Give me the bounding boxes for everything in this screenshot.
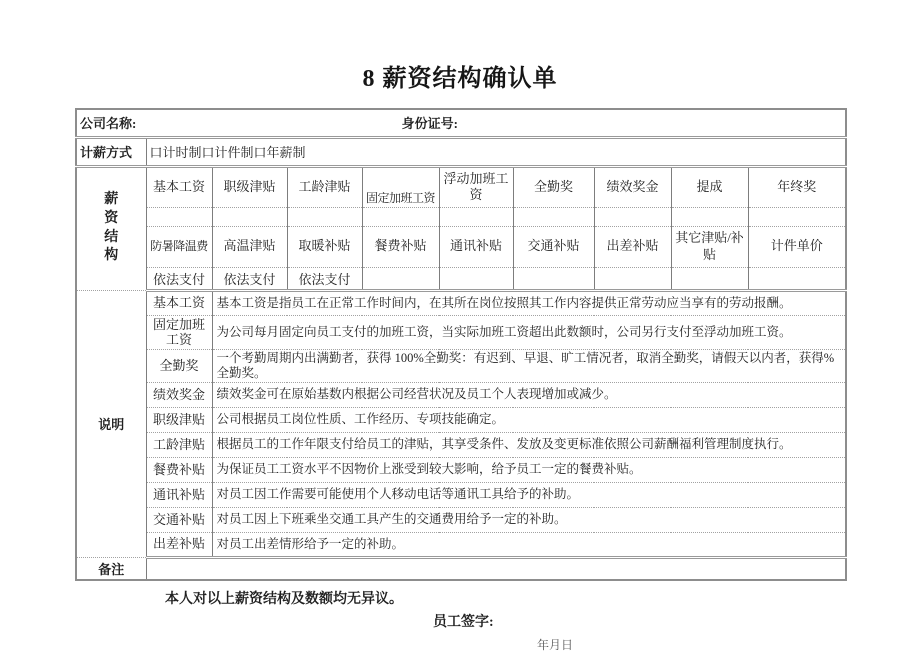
- agreement-statement: 本人对以上薪资结构及数额均无异议。: [165, 591, 403, 607]
- explanation-term: 全勤奖: [146, 349, 212, 382]
- explanation-row: [76, 349, 846, 382]
- explanation-desc: 基本工资是指员工在正常工作时间内，在其所在岗位按照其工作内容提供正常劳动应当享有的劳动报酬。: [212, 290, 846, 315]
- explanation-row: [76, 532, 846, 557]
- salary-value-cell: [671, 267, 748, 290]
- explanation-row: [76, 482, 846, 507]
- remarks-row: [76, 557, 846, 580]
- salary-value-cell: [439, 207, 513, 226]
- explanation-row: [76, 290, 846, 315]
- company-id-row: [76, 109, 846, 137]
- explanation-desc: 一个考勤周期内出满勤者，获得 100%全勤奖：有迟到、早退、旷工情况者，取消全勤奖，请假天以内者，获得%全勤奖。: [212, 349, 846, 382]
- salary-value-cell: [748, 267, 846, 290]
- pay-method-options: 口计时制口计件制口年薪制: [146, 137, 846, 166]
- salary-value-cell: [362, 207, 439, 226]
- company-id-cell: [76, 109, 846, 137]
- explanation-label: 说明: [98, 417, 125, 433]
- page-title: 8 薪资结构确认单: [362, 66, 558, 92]
- salary-value-cell: [594, 207, 671, 226]
- salary-header-row-2: [76, 226, 846, 267]
- salary-structure-label: 薪资结构: [104, 191, 119, 264]
- date-label: 年月日: [537, 637, 574, 651]
- header-meal-subsidy: 餐费补贴: [362, 226, 439, 267]
- salary-value-cell: [362, 267, 439, 290]
- salary-form-table: [75, 108, 847, 581]
- explanation-term: 出差补贴: [146, 532, 212, 557]
- explanation-term: 基本工资: [146, 290, 212, 315]
- header-commission: 提成: [671, 166, 748, 207]
- explanation-desc: 绩效奖金可在原始基数内根据公司经营状况及员工个人表现增加或减少。: [212, 382, 846, 407]
- explanation-term: 餐费补贴: [146, 457, 212, 482]
- salary-value-row-2: [76, 267, 846, 290]
- salary-value-cell: [671, 207, 748, 226]
- salary-value-cell: [212, 207, 287, 226]
- explanation-term: 职级津贴: [146, 407, 212, 432]
- header-high-temp-allowance: 高温津贴: [212, 226, 287, 267]
- explanation-term: 工龄津贴: [146, 432, 212, 457]
- header-transport-subsidy: 交通补贴: [513, 226, 594, 267]
- header-travel-subsidy: 出差补贴: [594, 226, 671, 267]
- explanation-row: [76, 507, 846, 532]
- salary-value-row-1: [76, 207, 846, 226]
- header-heating-subsidy: 取暖补贴: [287, 226, 362, 267]
- header-year-end-bonus: 年终奖: [748, 166, 846, 207]
- explanation-desc: 根据员工的工作年限支付给员工的津贴，其享受条件、发放及变更标准依照公司薪酬福利管理制度执行。: [212, 432, 846, 457]
- header-performance-bonus: 绩效奖金: [594, 166, 671, 207]
- salary-value-cell: 依法支付: [287, 267, 362, 290]
- salary-value-cell: [594, 267, 671, 290]
- company-name-label: 公司名称:: [80, 116, 137, 132]
- explanation-desc: 为公司每月固定向员工支付的加班工资，当实际加班工资超出此数额时，公司另行支付至浮动加班工资。: [212, 315, 846, 349]
- remarks-label: 备注: [76, 557, 146, 580]
- header-seniority-allowance: 工龄津贴: [287, 166, 362, 207]
- explanation-desc: 公司根据员工岗位性质、工作经历、专项技能确定。: [212, 407, 846, 432]
- salary-value-cell: [439, 267, 513, 290]
- explanation-desc: 为保证员工工资水平不因物价上涨受到较大影响，给予员工一定的餐费补贴。: [212, 457, 846, 482]
- header-piece-rate: 计件单价: [748, 226, 846, 267]
- header-heatstroke-fee: 防暑降温费: [146, 226, 212, 267]
- explanation-term: 绩效奖金: [146, 382, 212, 407]
- salary-value-cell: 依法支付: [212, 267, 287, 290]
- explanation-row: [76, 407, 846, 432]
- explanation-label-cell: [76, 290, 146, 557]
- salary-value-cell: [748, 207, 846, 226]
- id-number-label: 身份证号:: [401, 116, 458, 132]
- explanation-row: [76, 432, 846, 457]
- salary-header-row-1: [76, 166, 846, 207]
- explanation-row: [76, 315, 846, 349]
- explanation-term: 固定加班工资: [146, 315, 212, 349]
- header-attendance-bonus: 全勤奖: [513, 166, 594, 207]
- explanation-term: 交通补贴: [146, 507, 212, 532]
- salary-value-cell: [513, 267, 594, 290]
- explanation-row: [76, 457, 846, 482]
- salary-value-cell: 依法支付: [146, 267, 212, 290]
- salary-structure-label-cell: [76, 166, 146, 290]
- explanation-term: 通讯补贴: [146, 482, 212, 507]
- pay-method-label: 计薪方式: [76, 137, 146, 166]
- header-fixed-overtime: 固定加班工资: [362, 166, 439, 207]
- header-floating-overtime: 浮动加班工资: [439, 166, 513, 207]
- explanation-desc: 对员工因工作需要可能使用个人移动电话等通讯工具给予的补助。: [212, 482, 846, 507]
- salary-value-cell: [146, 207, 212, 226]
- salary-value-cell: [287, 207, 362, 226]
- pay-method-row: [76, 137, 846, 166]
- employee-signature-label: 员工签字:: [433, 614, 494, 630]
- explanation-row: [76, 382, 846, 407]
- header-basic-salary: 基本工资: [146, 166, 212, 207]
- remarks-value-cell: [146, 557, 846, 580]
- salary-value-cell: [513, 207, 594, 226]
- explanation-desc: 对员工出差情形给予一定的补助。: [212, 532, 846, 557]
- header-rank-allowance: 职级津贴: [212, 166, 287, 207]
- explanation-desc: 对员工因上下班乘坐交通工具产生的交通费用给予一定的补助。: [212, 507, 846, 532]
- header-communication-subsidy: 通讯补贴: [439, 226, 513, 267]
- header-other-allowance: 其它津贴/补贴: [671, 226, 748, 267]
